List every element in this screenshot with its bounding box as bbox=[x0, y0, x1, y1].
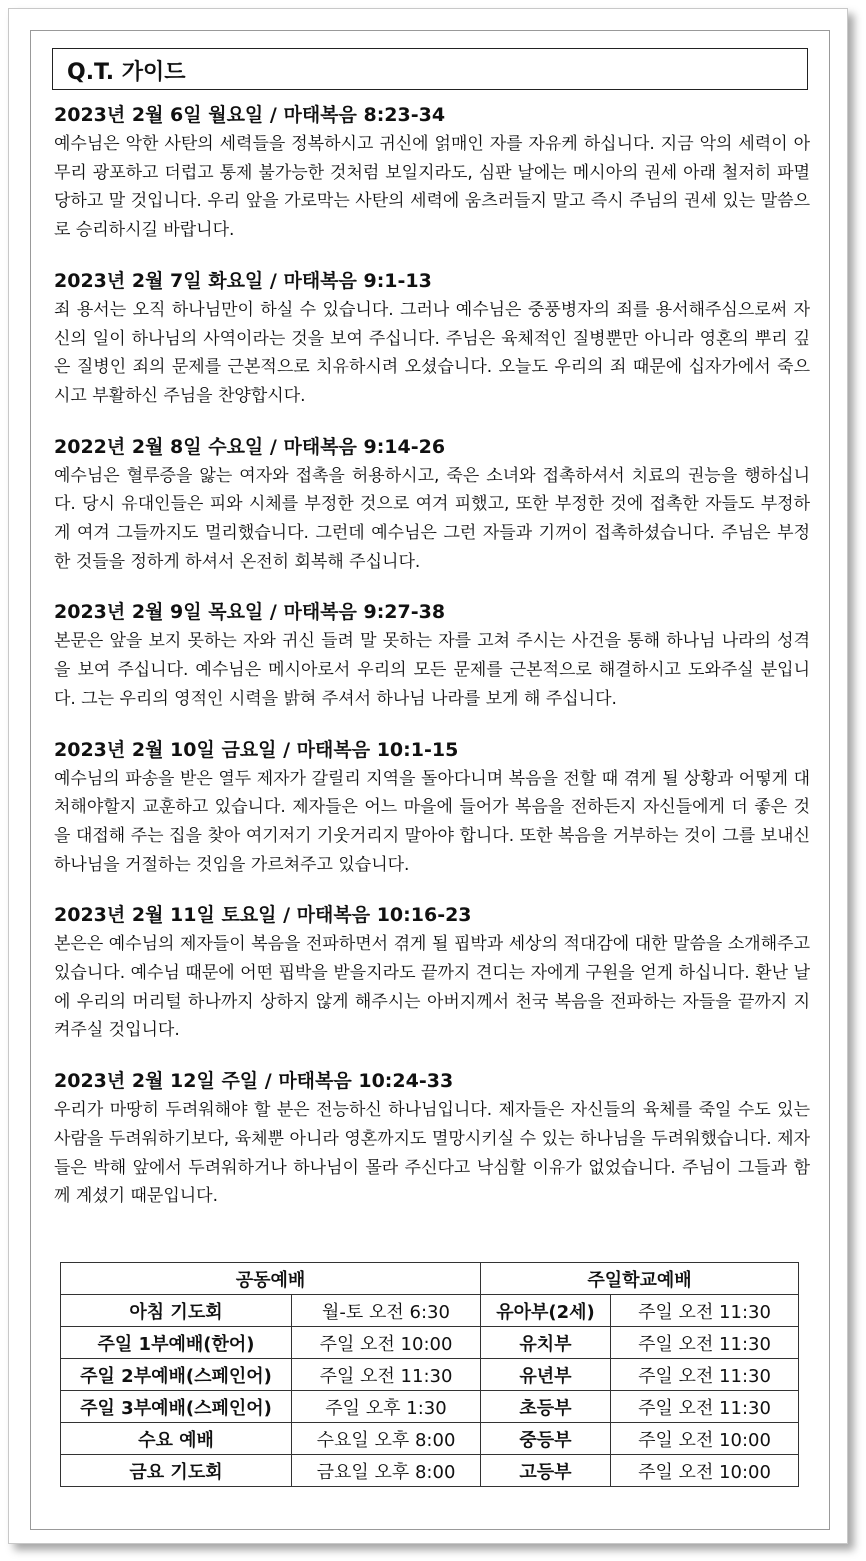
service-time: 주일 오전 11:30 bbox=[292, 1359, 481, 1391]
table-row bbox=[61, 1295, 799, 1327]
entry-body: 죄 용서는 오직 하나님만이 하실 수 있습니다. 그러나 예수님은 중풍병자의 죄를 용서해주심으로써 자신의 일이 하나님의 사역이라는 것을 보여 주십니다. 주님은 육체적인 질병뿐만 아니라 영혼의 뿌리 깊은 질병인 죄의 문제를 근본적으로 치유하시려 오셨습니다. 오늘도 우리의 죄 때문에 십자가에서 죽으시고 부활하신 주님을 찬양합시다. bbox=[54, 299, 810, 406]
qt-entry bbox=[54, 597, 810, 713]
header-sunday-school: 주일학교예배 bbox=[481, 1263, 799, 1295]
service-name: 주일 2부예배(스페인어) bbox=[61, 1359, 292, 1391]
entry-heading: 2023년 2월 10일 금요일 / 마태복음 10:1-15 bbox=[54, 738, 459, 761]
header-common-worship: 공동예배 bbox=[61, 1263, 481, 1295]
qt-entry bbox=[54, 266, 810, 411]
table-row bbox=[61, 1423, 799, 1455]
qt-entry bbox=[54, 100, 810, 245]
service-name: 주일 1부예배(한어) bbox=[61, 1327, 292, 1359]
entry-body: 본문은 앞을 보지 못하는 자와 귀신 들려 말 못하는 자를 고쳐 주시는 사건을 통해 하나님 나라의 성격을 보여 주십니다. 예수님은 메시아로서 우리의 모든 문제를 근본적으로 해결하시고 도와주실 분입니다. 그는 우리의 영적인 시력을 밝혀 주셔서 하나님 나라를 보게 해 주십니다. bbox=[54, 631, 810, 709]
school-time: 주일 오전 11:30 bbox=[611, 1359, 799, 1391]
entry-body: 우리가 마땅히 두려워해야 할 분은 전능하신 하나님입니다. 제자들은 자신들의 육체를 죽일 수도 있는 사람을 두려워하기보다, 육체뿐 아니라 영혼까지도 멸망시키실 수 있는 하나님을 두려워했습니다. 제자들은 박해 앞에서 두려워하거나 하나님이 몰라 주신다고 낙심할 이유가 없었습니다. 주님이 그들과 함께 계셨기 때문입니다. bbox=[54, 1100, 810, 1207]
service-time: 월-토 오전 6:30 bbox=[292, 1295, 481, 1327]
qt-entry bbox=[54, 1066, 810, 1211]
table-row bbox=[61, 1455, 799, 1487]
school-name: 유아부(2세) bbox=[481, 1295, 611, 1327]
page-title: Q.T. 가이드 bbox=[67, 60, 186, 85]
service-time: 금요일 오후 8:00 bbox=[292, 1455, 481, 1487]
table-row bbox=[61, 1359, 799, 1391]
entry-body: 예수님의 파송을 받은 열두 제자가 갈릴리 지역을 돌아다니며 복음을 전할 때 겪게 될 상황과 어떻게 대처해야할지 교훈하고 있습니다. 제자들은 어느 마을에 들어가 복음을 전하든지 자신들에게 더 좋은 것을 대접해 주는 집을 찾아 여기저기 기웃거리지 말아야 합니다. 또한 복음을 거부하는 것이 그를 보내신 하나님을 거절하는 것임을 가르쳐주고 있습니다. bbox=[54, 768, 810, 875]
school-name: 초등부 bbox=[481, 1391, 611, 1423]
entry-heading: 2023년 2월 7일 화요일 / 마태복음 9:1-13 bbox=[54, 269, 432, 292]
school-name: 유치부 bbox=[481, 1327, 611, 1359]
entry-body: 본은은 예수님의 제자들이 복음을 전파하면서 겪게 될 핍박과 세상의 적대감에 대한 말씀을 소개해주고 있습니다. 예수님 때문에 어떤 핍박을 받을지라도 끝까지 견디는 자에게 구원을 얻게 하십니다. 환난 날에 우리의 머리털 하나까지 상하지 않게 해주시는 아버지께서 천국 복음을 전파하는 자들을 끝까지 지켜주실 것입니다. bbox=[54, 934, 810, 1041]
school-time: 주일 오전 10:00 bbox=[611, 1455, 799, 1487]
table-row bbox=[61, 1391, 799, 1423]
entry-heading: 2023년 2월 6일 월요일 / 마태복음 8:23-34 bbox=[54, 104, 446, 126]
entry-body: 예수님은 악한 사탄의 세력들을 정복하시고 귀신에 얽매인 자를 자유케 하십니다. 지금 악의 세력이 아무리 광포하고 더럽고 통제 불가능한 것처럼 보일지라도, 심판 날에는 메시아의 권세 아래 철저히 파멸당하고 말 것입니다. 우리 앞을 가로막는 사탄의 세력에 움츠러들지 말고 즉시 주님의 권세 있는 말씀으로 승리하시길 바랍니다. bbox=[54, 134, 810, 241]
schedule-header-row bbox=[61, 1263, 799, 1295]
school-name: 고등부 bbox=[481, 1455, 611, 1487]
entry-body: 예수님은 혈루증을 앓는 여자와 접촉을 허용하시고, 죽은 소녀와 접촉하셔서 치료의 권능을 행하십니다. 당시 유대인들은 피와 시체를 부정한 것으로 여겨 피했고, 또한 부정한 것에 접촉한 자들도 부정하게 여겨 그들까지도 멀리했습니다. 그런데 예수님은 그런 자들과 기꺼이 접촉하셨습니다. 주님은 부정한 것들을 정하게 하셔서 온전히 회복해 주십니다. bbox=[54, 465, 810, 572]
entry-heading: 2022년 2월 8일 수요일 / 마태복음 9:14-26 bbox=[54, 435, 446, 458]
service-time: 주일 오후 1:30 bbox=[292, 1391, 481, 1423]
service-name: 금요 기도회 bbox=[61, 1455, 292, 1487]
service-name: 아침 기도회 bbox=[61, 1295, 292, 1327]
service-time: 주일 오전 10:00 bbox=[292, 1327, 481, 1359]
entry-heading: 2023년 2월 9일 목요일 / 마태복음 9:27-38 bbox=[54, 601, 446, 624]
service-name: 주일 3부예배(스페인어) bbox=[61, 1391, 292, 1423]
school-time: 주일 오전 11:30 bbox=[611, 1327, 799, 1359]
service-time: 수요일 오후 8:00 bbox=[292, 1423, 481, 1455]
qt-entry bbox=[54, 432, 810, 577]
worship-schedule-table bbox=[60, 1262, 799, 1487]
qt-entries bbox=[54, 100, 810, 1232]
school-time: 주일 오전 11:30 bbox=[611, 1295, 799, 1327]
entry-heading: 2023년 2월 11일 토요일 / 마태복음 10:16-23 bbox=[54, 904, 472, 927]
school-time: 주일 오전 11:30 bbox=[611, 1391, 799, 1423]
school-time: 주일 오전 10:00 bbox=[611, 1423, 799, 1455]
title-box bbox=[52, 48, 808, 90]
school-name: 유년부 bbox=[481, 1359, 611, 1391]
qt-entry bbox=[54, 735, 810, 880]
entry-heading: 2023년 2월 12일 주일 / 마태복음 10:24-33 bbox=[54, 1070, 454, 1093]
service-name: 수요 예배 bbox=[61, 1423, 292, 1455]
table-row bbox=[61, 1327, 799, 1359]
school-name: 중등부 bbox=[481, 1423, 611, 1455]
qt-entry bbox=[54, 900, 810, 1045]
